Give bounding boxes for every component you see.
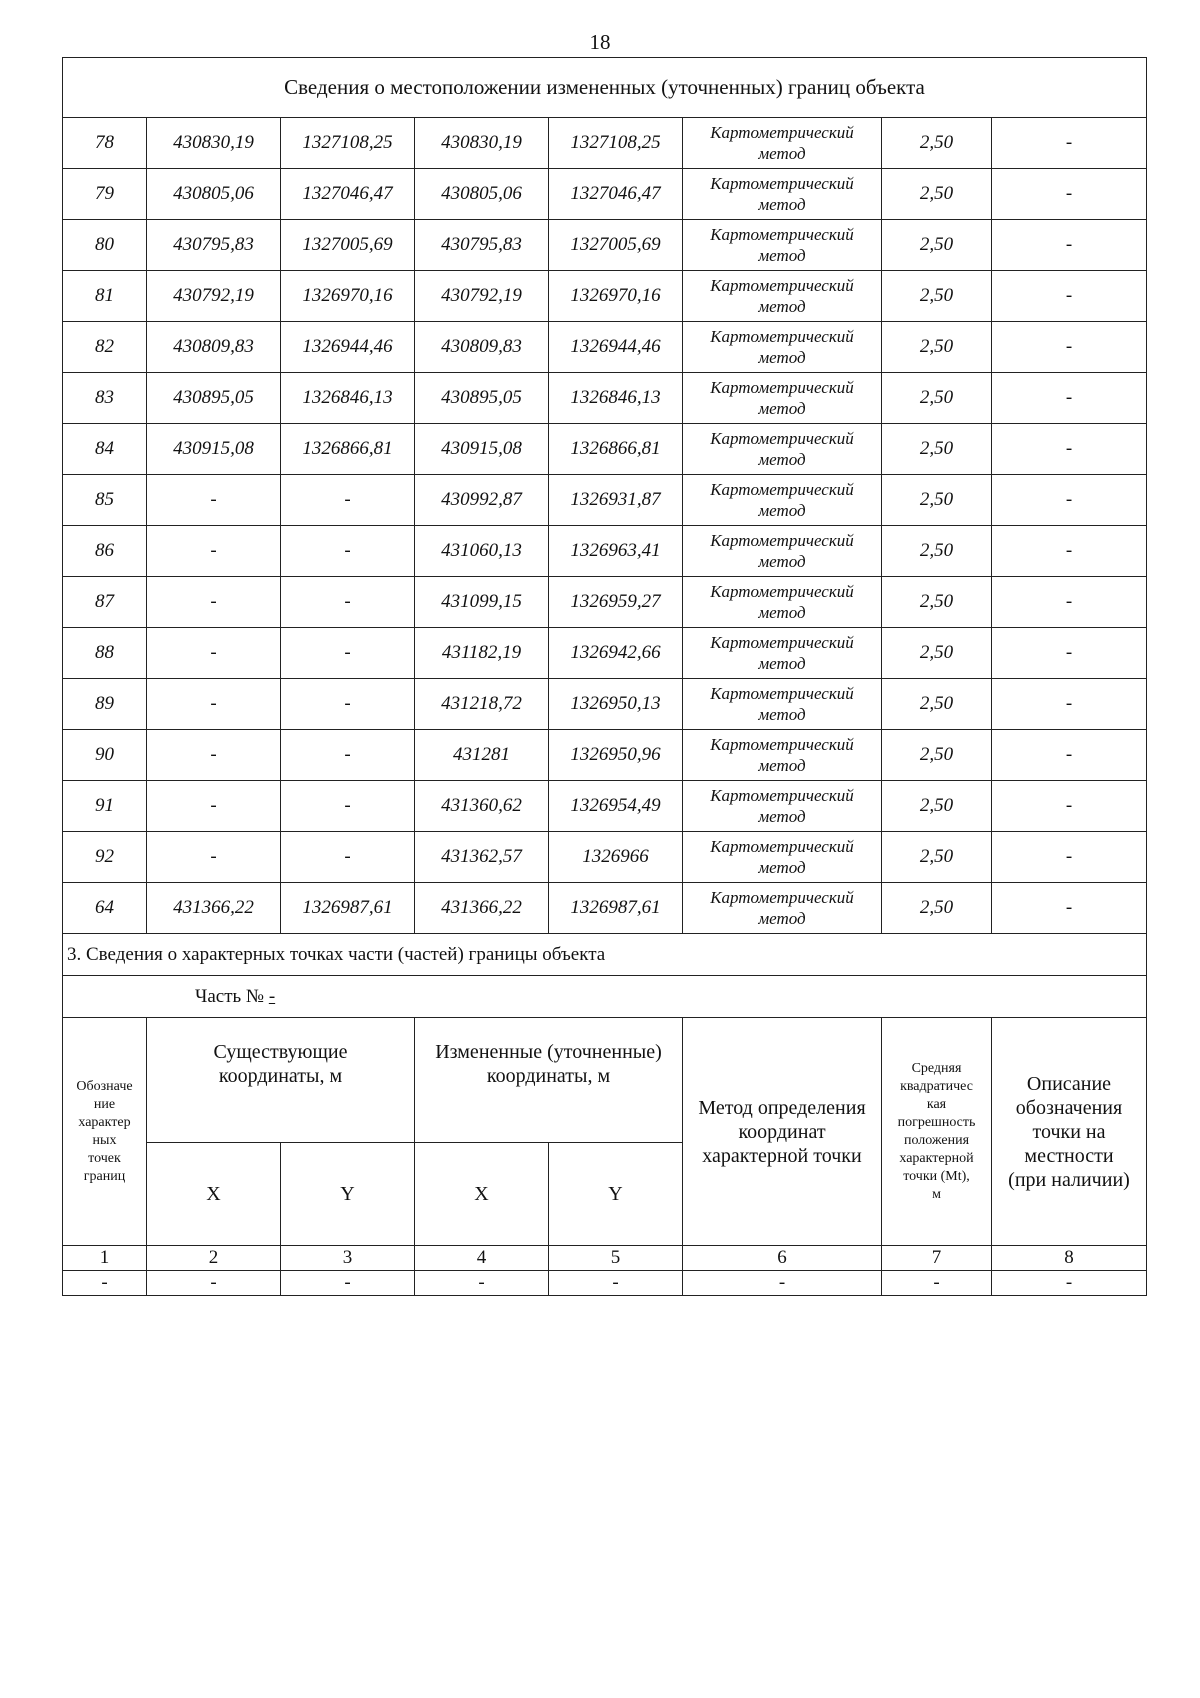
x-changed-cell: 430795,83 — [415, 220, 549, 271]
x-existing-cell: 430895,05 — [147, 373, 281, 424]
header-y-changed: Y — [549, 1143, 683, 1246]
point-cell: 92 — [63, 832, 147, 883]
method-line: метод — [758, 603, 806, 622]
method-line: Картометрический — [710, 735, 854, 754]
header-x-existing: X — [147, 1143, 281, 1246]
y-changed-cell: 1327108,25 — [549, 118, 683, 169]
header-method: Метод определения координат характерной точки — [683, 1018, 882, 1246]
point-cell: 79 — [63, 169, 147, 220]
method-cell — [683, 475, 882, 526]
x-existing-cell: 430792,19 — [147, 271, 281, 322]
column-number: 3 — [281, 1246, 415, 1271]
accuracy-cell: 2,50 — [882, 883, 992, 934]
accuracy-cell: 2,50 — [882, 475, 992, 526]
y-changed-cell: 1326866,81 — [549, 424, 683, 475]
header-y-existing: Y — [281, 1143, 415, 1246]
method-line: метод — [758, 246, 806, 265]
document-sheet — [62, 57, 1146, 1296]
column-number: 1 — [63, 1246, 147, 1271]
method-cell — [683, 730, 882, 781]
y-existing-cell: 1326846,13 — [281, 373, 415, 424]
y-changed-cell: 1326944,46 — [549, 322, 683, 373]
page-number: 18 — [589, 30, 611, 54]
method-line: метод — [758, 909, 806, 928]
table-row — [63, 271, 1147, 322]
x-existing-cell: - — [147, 628, 281, 679]
y-existing-cell: - — [281, 526, 415, 577]
description-cell: - — [992, 322, 1147, 373]
y-changed-cell: 1326970,16 — [549, 271, 683, 322]
x-changed-cell: 431366,22 — [415, 883, 549, 934]
description-cell: - — [992, 526, 1147, 577]
x-changed-cell: 431182,19 — [415, 628, 549, 679]
y-changed-cell: 1326966 — [549, 832, 683, 883]
method-line: Картометрический — [710, 174, 854, 193]
point-cell: 88 — [63, 628, 147, 679]
header-x-changed: X — [415, 1143, 549, 1246]
x-changed-cell: 431281 — [415, 730, 549, 781]
x-existing-cell: 430915,08 — [147, 424, 281, 475]
method-line: метод — [758, 399, 806, 418]
y-changed-cell: 1326931,87 — [549, 475, 683, 526]
method-line: метод — [758, 144, 806, 163]
x-existing-cell: - — [147, 730, 281, 781]
x-existing-cell: - — [147, 832, 281, 883]
description-cell: - — [992, 730, 1147, 781]
x-changed-cell: 430830,19 — [415, 118, 549, 169]
column-number-row — [63, 1246, 1147, 1271]
part-number: - — [268, 985, 276, 1007]
y-existing-cell: - — [281, 679, 415, 730]
description-cell: - — [992, 118, 1147, 169]
method-cell — [683, 628, 882, 679]
y-changed-cell: 1326954,49 — [549, 781, 683, 832]
method-line: метод — [758, 858, 806, 877]
table-row — [63, 832, 1147, 883]
point-cell: 90 — [63, 730, 147, 781]
x-existing-cell: - — [147, 526, 281, 577]
table-cell: - — [683, 1271, 882, 1296]
point-cell: 78 — [63, 118, 147, 169]
method-line: Картометрический — [710, 327, 854, 346]
method-line: метод — [758, 348, 806, 367]
table-cell: - — [281, 1271, 415, 1296]
header-existing-coordinates: Существующие координаты, м — [147, 1018, 415, 1143]
header-changed-coordinates: Измененные (уточненные) координаты, м — [415, 1018, 683, 1143]
accuracy-cell: 2,50 — [882, 118, 992, 169]
y-changed-cell: 1327046,47 — [549, 169, 683, 220]
accuracy-cell: 2,50 — [882, 424, 992, 475]
accuracy-cell: 2,50 — [882, 526, 992, 577]
description-cell: - — [992, 577, 1147, 628]
description-cell: - — [992, 220, 1147, 271]
x-existing-cell: 430795,83 — [147, 220, 281, 271]
description-cell: - — [992, 883, 1147, 934]
x-existing-cell: - — [147, 475, 281, 526]
table-row — [63, 526, 1147, 577]
point-cell: 81 — [63, 271, 147, 322]
method-line: Картометрический — [710, 276, 854, 295]
y-existing-cell: - — [281, 832, 415, 883]
method-cell — [683, 322, 882, 373]
table-row — [63, 220, 1147, 271]
x-existing-cell: 431366,22 — [147, 883, 281, 934]
y-existing-cell: - — [281, 475, 415, 526]
accuracy-cell: 2,50 — [882, 577, 992, 628]
x-changed-cell: 431099,15 — [415, 577, 549, 628]
method-line: метод — [758, 705, 806, 724]
method-line: метод — [758, 501, 806, 520]
empty-data-row — [63, 1271, 1147, 1296]
accuracy-cell: 2,50 — [882, 373, 992, 424]
table-row — [63, 475, 1147, 526]
section-2-title: Сведения о местоположении измененных (уточненных) границ объекта — [63, 58, 1147, 118]
method-line: Картометрический — [710, 633, 854, 652]
method-cell — [683, 424, 882, 475]
method-line: метод — [758, 756, 806, 775]
column-number: 8 — [992, 1246, 1147, 1271]
section-3-title: 3. Сведения о характерных точках части (частей) границы объекта — [63, 934, 1147, 976]
x-changed-cell: 431362,57 — [415, 832, 549, 883]
x-changed-cell: 430792,19 — [415, 271, 549, 322]
description-cell: - — [992, 373, 1147, 424]
method-cell — [683, 577, 882, 628]
y-changed-cell: 1326963,41 — [549, 526, 683, 577]
method-cell — [683, 220, 882, 271]
table-cell: - — [147, 1271, 281, 1296]
method-line: Картометрический — [710, 429, 854, 448]
x-changed-cell: 431360,62 — [415, 781, 549, 832]
y-existing-cell: 1327108,25 — [281, 118, 415, 169]
accuracy-cell: 2,50 — [882, 781, 992, 832]
column-number: 5 — [549, 1246, 683, 1271]
method-cell — [683, 781, 882, 832]
table-row — [63, 781, 1147, 832]
method-line: Картометрический — [710, 225, 854, 244]
header-description: Описание обозначения точки на местности (при наличии) — [992, 1018, 1147, 1246]
point-cell: 64 — [63, 883, 147, 934]
accuracy-cell: 2,50 — [882, 271, 992, 322]
y-existing-cell: 1327005,69 — [281, 220, 415, 271]
y-existing-cell: - — [281, 730, 415, 781]
method-cell — [683, 169, 882, 220]
point-cell: 85 — [63, 475, 147, 526]
description-cell: - — [992, 424, 1147, 475]
table-cell: - — [63, 1271, 147, 1296]
x-existing-cell: - — [147, 781, 281, 832]
method-line: Картометрический — [710, 531, 854, 550]
boundary-coordinates-table — [62, 57, 1147, 1296]
header-point-designation: Обозначе ние характер ных точек границ — [63, 1018, 147, 1246]
y-changed-cell: 1326950,13 — [549, 679, 683, 730]
y-changed-cell: 1326846,13 — [549, 373, 683, 424]
method-line: Картометрический — [710, 582, 854, 601]
method-line: Картометрический — [710, 123, 854, 142]
point-cell: 91 — [63, 781, 147, 832]
method-line: метод — [758, 195, 806, 214]
method-line: Картометрический — [710, 684, 854, 703]
x-changed-cell: 430915,08 — [415, 424, 549, 475]
y-existing-cell: 1326944,46 — [281, 322, 415, 373]
x-existing-cell: 430830,19 — [147, 118, 281, 169]
description-cell: - — [992, 832, 1147, 883]
method-cell — [683, 679, 882, 730]
table-row — [63, 577, 1147, 628]
column-number: 2 — [147, 1246, 281, 1271]
point-cell: 83 — [63, 373, 147, 424]
x-existing-cell: - — [147, 577, 281, 628]
y-existing-cell: 1327046,47 — [281, 169, 415, 220]
x-existing-cell: - — [147, 679, 281, 730]
column-number: 6 — [683, 1246, 882, 1271]
table-row — [63, 169, 1147, 220]
table-cell: - — [549, 1271, 683, 1296]
method-line: Картометрический — [710, 888, 854, 907]
x-changed-cell: 430895,05 — [415, 373, 549, 424]
y-changed-cell: 1326987,61 — [549, 883, 683, 934]
table-cell: - — [882, 1271, 992, 1296]
method-line: метод — [758, 654, 806, 673]
y-changed-cell: 1327005,69 — [549, 220, 683, 271]
accuracy-cell: 2,50 — [882, 730, 992, 781]
header-accuracy: Средняя квадратичес кая погрешность положения характерной точки (Mt), м — [882, 1018, 992, 1246]
point-cell: 89 — [63, 679, 147, 730]
accuracy-cell: 2,50 — [882, 220, 992, 271]
description-cell: - — [992, 475, 1147, 526]
method-line: Картометрический — [710, 378, 854, 397]
part-number-row — [63, 976, 1147, 1018]
y-existing-cell: - — [281, 628, 415, 679]
accuracy-cell: 2,50 — [882, 322, 992, 373]
table-row — [63, 424, 1147, 475]
point-cell: 84 — [63, 424, 147, 475]
method-cell — [683, 883, 882, 934]
point-cell: 80 — [63, 220, 147, 271]
accuracy-cell: 2,50 — [882, 679, 992, 730]
accuracy-cell: 2,50 — [882, 169, 992, 220]
description-cell: - — [992, 628, 1147, 679]
method-line: Картометрический — [710, 480, 854, 499]
table-row — [63, 679, 1147, 730]
column-number: 7 — [882, 1246, 992, 1271]
description-cell: - — [992, 169, 1147, 220]
accuracy-cell: 2,50 — [882, 628, 992, 679]
table-row — [63, 730, 1147, 781]
method-cell — [683, 118, 882, 169]
x-changed-cell: 430809,83 — [415, 322, 549, 373]
table-row — [63, 883, 1147, 934]
method-line: метод — [758, 297, 806, 316]
x-existing-cell: 430805,06 — [147, 169, 281, 220]
method-line: метод — [758, 450, 806, 469]
x-changed-cell: 431218,72 — [415, 679, 549, 730]
table-cell: - — [415, 1271, 549, 1296]
y-changed-cell: 1326959,27 — [549, 577, 683, 628]
point-cell: 82 — [63, 322, 147, 373]
x-changed-cell: 430992,87 — [415, 475, 549, 526]
table-row — [63, 118, 1147, 169]
table-row — [63, 628, 1147, 679]
table-cell: - — [992, 1271, 1147, 1296]
accuracy-cell: 2,50 — [882, 832, 992, 883]
method-line: метод — [758, 552, 806, 571]
table-row — [63, 373, 1147, 424]
description-cell: - — [992, 781, 1147, 832]
method-cell — [683, 271, 882, 322]
y-existing-cell: - — [281, 577, 415, 628]
method-cell — [683, 373, 882, 424]
description-cell: - — [992, 679, 1147, 730]
method-cell — [683, 832, 882, 883]
method-line: Картометрический — [710, 786, 854, 805]
y-existing-cell: - — [281, 781, 415, 832]
x-changed-cell: 430805,06 — [415, 169, 549, 220]
point-cell: 87 — [63, 577, 147, 628]
y-changed-cell: 1326942,66 — [549, 628, 683, 679]
y-existing-cell: 1326987,61 — [281, 883, 415, 934]
y-existing-cell: 1326866,81 — [281, 424, 415, 475]
x-existing-cell: 430809,83 — [147, 322, 281, 373]
x-changed-cell: 431060,13 — [415, 526, 549, 577]
point-cell: 86 — [63, 526, 147, 577]
method-line: метод — [758, 807, 806, 826]
part-label: Часть № — [195, 985, 265, 1007]
method-line: Картометрический — [710, 837, 854, 856]
method-cell — [683, 526, 882, 577]
description-cell: - — [992, 271, 1147, 322]
y-existing-cell: 1326970,16 — [281, 271, 415, 322]
table-row — [63, 322, 1147, 373]
y-changed-cell: 1326950,96 — [549, 730, 683, 781]
column-number: 4 — [415, 1246, 549, 1271]
